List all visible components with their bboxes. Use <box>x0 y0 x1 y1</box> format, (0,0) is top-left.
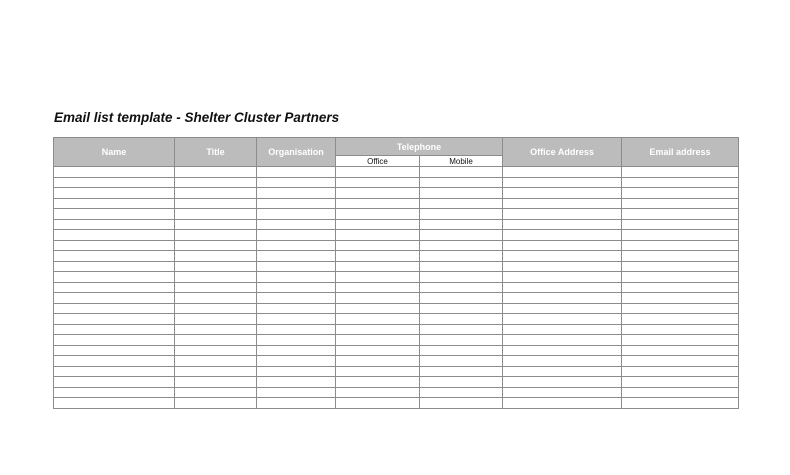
cell-organisation[interactable] <box>257 387 336 398</box>
cell-office-phone[interactable] <box>336 303 420 314</box>
cell-mobile-phone[interactable] <box>420 177 503 188</box>
cell-name[interactable] <box>54 209 175 220</box>
cell-office-phone[interactable] <box>336 261 420 272</box>
cell-mobile-phone[interactable] <box>420 314 503 325</box>
cell-office-phone[interactable] <box>336 324 420 335</box>
cell-title[interactable] <box>175 324 257 335</box>
cell-office-phone[interactable] <box>336 335 420 346</box>
cell-mobile-phone[interactable] <box>420 272 503 283</box>
cell-office-phone[interactable] <box>336 345 420 356</box>
cell-office-address[interactable] <box>503 219 622 230</box>
table-row <box>54 324 739 335</box>
cell-email-address[interactable] <box>622 398 739 409</box>
cell-office-phone[interactable] <box>336 198 420 209</box>
cell-title[interactable] <box>175 219 257 230</box>
cell-title[interactable] <box>175 198 257 209</box>
cell-organisation[interactable] <box>257 167 336 178</box>
cell-name[interactable] <box>54 398 175 409</box>
cell-organisation[interactable] <box>257 177 336 188</box>
cell-organisation[interactable] <box>257 303 336 314</box>
table-row <box>54 167 739 178</box>
cell-office-address[interactable] <box>503 314 622 325</box>
cell-email-address[interactable] <box>622 209 739 220</box>
cell-name[interactable] <box>54 324 175 335</box>
cell-email-address[interactable] <box>622 282 739 293</box>
cell-office-phone[interactable] <box>336 230 420 241</box>
cell-office-phone[interactable] <box>336 219 420 230</box>
table-row <box>54 303 739 314</box>
table-row <box>54 209 739 220</box>
table-row <box>54 366 739 377</box>
cell-title[interactable] <box>175 335 257 346</box>
cell-organisation[interactable] <box>257 251 336 262</box>
cell-office-phone[interactable] <box>336 314 420 325</box>
cell-office-address[interactable] <box>503 366 622 377</box>
cell-organisation[interactable] <box>257 261 336 272</box>
column-header-mobile-phone: Mobile <box>420 156 503 167</box>
cell-mobile-phone[interactable] <box>420 240 503 251</box>
cell-office-address[interactable] <box>503 387 622 398</box>
cell-organisation[interactable] <box>257 398 336 409</box>
cell-title[interactable] <box>175 314 257 325</box>
cell-office-address[interactable] <box>503 209 622 220</box>
cell-mobile-phone[interactable] <box>420 398 503 409</box>
table-row <box>54 314 739 325</box>
cell-organisation[interactable] <box>257 198 336 209</box>
cell-email-address[interactable] <box>622 303 739 314</box>
cell-office-phone[interactable] <box>336 272 420 283</box>
cell-name[interactable] <box>54 219 175 230</box>
table-row <box>54 219 739 230</box>
cell-email-address[interactable] <box>622 177 739 188</box>
cell-email-address[interactable] <box>622 324 739 335</box>
cell-organisation[interactable] <box>257 314 336 325</box>
cell-email-address[interactable] <box>622 251 739 262</box>
cell-name[interactable] <box>54 198 175 209</box>
cell-organisation[interactable] <box>257 366 336 377</box>
cell-name[interactable] <box>54 282 175 293</box>
cell-mobile-phone[interactable] <box>420 209 503 220</box>
cell-organisation[interactable] <box>257 188 336 199</box>
cell-office-address[interactable] <box>503 188 622 199</box>
cell-email-address[interactable] <box>622 219 739 230</box>
column-header-organisation: Organisation <box>257 138 336 167</box>
cell-title[interactable] <box>175 356 257 367</box>
cell-organisation[interactable] <box>257 345 336 356</box>
table-row <box>54 198 739 209</box>
cell-organisation[interactable] <box>257 240 336 251</box>
cell-email-address[interactable] <box>622 366 739 377</box>
cell-name[interactable] <box>54 188 175 199</box>
cell-name[interactable] <box>54 167 175 178</box>
table-row <box>54 398 739 409</box>
cell-organisation[interactable] <box>257 282 336 293</box>
cell-title[interactable] <box>175 366 257 377</box>
email-list-table <box>53 137 739 409</box>
cell-email-address[interactable] <box>622 345 739 356</box>
cell-office-address[interactable] <box>503 251 622 262</box>
cell-title[interactable] <box>175 282 257 293</box>
cell-name[interactable] <box>54 366 175 377</box>
cell-organisation[interactable] <box>257 293 336 304</box>
cell-mobile-phone[interactable] <box>420 293 503 304</box>
table-row <box>54 377 739 388</box>
cell-email-address[interactable] <box>622 240 739 251</box>
cell-email-address[interactable] <box>622 272 739 283</box>
cell-title[interactable] <box>175 251 257 262</box>
cell-name[interactable] <box>54 335 175 346</box>
table-row <box>54 188 739 199</box>
cell-office-address[interactable] <box>503 356 622 367</box>
cell-name[interactable] <box>54 293 175 304</box>
column-header-office-phone: Office <box>336 156 420 167</box>
cell-organisation[interactable] <box>257 324 336 335</box>
cell-mobile-phone[interactable] <box>420 188 503 199</box>
cell-title[interactable] <box>175 293 257 304</box>
cell-email-address[interactable] <box>622 377 739 388</box>
column-header-email-address: Email address <box>622 138 739 167</box>
cell-title[interactable] <box>175 240 257 251</box>
cell-office-address[interactable] <box>503 177 622 188</box>
cell-name[interactable] <box>54 377 175 388</box>
cell-name[interactable] <box>54 240 175 251</box>
cell-title[interactable] <box>175 377 257 388</box>
cell-mobile-phone[interactable] <box>420 198 503 209</box>
cell-name[interactable] <box>54 251 175 262</box>
table-row <box>54 230 739 241</box>
cell-office-phone[interactable] <box>336 251 420 262</box>
cell-office-address[interactable] <box>503 167 622 178</box>
cell-office-phone[interactable] <box>336 167 420 178</box>
table-row <box>54 282 739 293</box>
cell-mobile-phone[interactable] <box>420 366 503 377</box>
cell-title[interactable] <box>175 230 257 241</box>
cell-office-address[interactable] <box>503 282 622 293</box>
cell-email-address[interactable] <box>622 198 739 209</box>
cell-office-address[interactable] <box>503 293 622 304</box>
cell-mobile-phone[interactable] <box>420 345 503 356</box>
cell-title[interactable] <box>175 209 257 220</box>
cell-organisation[interactable] <box>257 209 336 220</box>
table-row <box>54 272 739 283</box>
cell-name[interactable] <box>54 356 175 367</box>
cell-mobile-phone[interactable] <box>420 377 503 388</box>
cell-mobile-phone[interactable] <box>420 387 503 398</box>
cell-mobile-phone[interactable] <box>420 303 503 314</box>
cell-title[interactable] <box>175 345 257 356</box>
cell-mobile-phone[interactable] <box>420 261 503 272</box>
cell-office-phone[interactable] <box>336 293 420 304</box>
cell-office-phone[interactable] <box>336 177 420 188</box>
cell-office-address[interactable] <box>503 345 622 356</box>
table-row <box>54 261 739 272</box>
cell-title[interactable] <box>175 167 257 178</box>
document-title: Email list template - Shelter Cluster Partners <box>54 110 340 125</box>
cell-organisation[interactable] <box>257 377 336 388</box>
cell-office-address[interactable] <box>503 398 622 409</box>
cell-title[interactable] <box>175 387 257 398</box>
column-header-name: Name <box>54 138 175 167</box>
cell-name[interactable] <box>54 345 175 356</box>
table-body <box>54 167 739 409</box>
cell-office-phone[interactable] <box>336 366 420 377</box>
header-row <box>54 138 739 156</box>
cell-office-phone[interactable] <box>336 398 420 409</box>
cell-title[interactable] <box>175 177 257 188</box>
cell-organisation[interactable] <box>257 356 336 367</box>
table-row <box>54 240 739 251</box>
cell-office-address[interactable] <box>503 377 622 388</box>
cell-title[interactable] <box>175 188 257 199</box>
table-row <box>54 251 739 262</box>
cell-mobile-phone[interactable] <box>420 219 503 230</box>
cell-mobile-phone[interactable] <box>420 282 503 293</box>
cell-organisation[interactable] <box>257 272 336 283</box>
cell-name[interactable] <box>54 230 175 241</box>
cell-office-phone[interactable] <box>336 240 420 251</box>
cell-email-address[interactable] <box>622 314 739 325</box>
cell-title[interactable] <box>175 398 257 409</box>
cell-mobile-phone[interactable] <box>420 230 503 241</box>
table-row <box>54 387 739 398</box>
cell-office-address[interactable] <box>503 240 622 251</box>
table-row <box>54 177 739 188</box>
cell-mobile-phone[interactable] <box>420 335 503 346</box>
cell-email-address[interactable] <box>622 188 739 199</box>
cell-office-phone[interactable] <box>336 377 420 388</box>
cell-title[interactable] <box>175 261 257 272</box>
cell-mobile-phone[interactable] <box>420 356 503 367</box>
cell-office-phone[interactable] <box>336 387 420 398</box>
cell-mobile-phone[interactable] <box>420 167 503 178</box>
cell-office-address[interactable] <box>503 335 622 346</box>
table-row <box>54 356 739 367</box>
cell-title[interactable] <box>175 303 257 314</box>
cell-name[interactable] <box>54 314 175 325</box>
column-header-telephone: Telephone <box>336 138 503 156</box>
table-row <box>54 293 739 304</box>
cell-name[interactable] <box>54 387 175 398</box>
cell-mobile-phone[interactable] <box>420 251 503 262</box>
cell-office-phone[interactable] <box>336 356 420 367</box>
cell-office-phone[interactable] <box>336 209 420 220</box>
cell-organisation[interactable] <box>257 335 336 346</box>
cell-office-address[interactable] <box>503 198 622 209</box>
cell-office-address[interactable] <box>503 324 622 335</box>
cell-email-address[interactable] <box>622 167 739 178</box>
cell-name[interactable] <box>54 272 175 283</box>
cell-office-address[interactable] <box>503 303 622 314</box>
cell-mobile-phone[interactable] <box>420 324 503 335</box>
cell-office-address[interactable] <box>503 272 622 283</box>
cell-organisation[interactable] <box>257 230 336 241</box>
cell-name[interactable] <box>54 303 175 314</box>
cell-office-address[interactable] <box>503 230 622 241</box>
cell-title[interactable] <box>175 272 257 283</box>
cell-email-address[interactable] <box>622 387 739 398</box>
cell-email-address[interactable] <box>622 230 739 241</box>
column-header-office-address: Office Address <box>503 138 622 167</box>
cell-office-address[interactable] <box>503 261 622 272</box>
cell-name[interactable] <box>54 261 175 272</box>
cell-name[interactable] <box>54 177 175 188</box>
cell-email-address[interactable] <box>622 335 739 346</box>
table-row <box>54 345 739 356</box>
cell-organisation[interactable] <box>257 219 336 230</box>
cell-email-address[interactable] <box>622 356 739 367</box>
cell-office-phone[interactable] <box>336 282 420 293</box>
table-row <box>54 335 739 346</box>
cell-office-phone[interactable] <box>336 188 420 199</box>
cell-email-address[interactable] <box>622 261 739 272</box>
column-header-title: Title <box>175 138 257 167</box>
cell-email-address[interactable] <box>622 293 739 304</box>
